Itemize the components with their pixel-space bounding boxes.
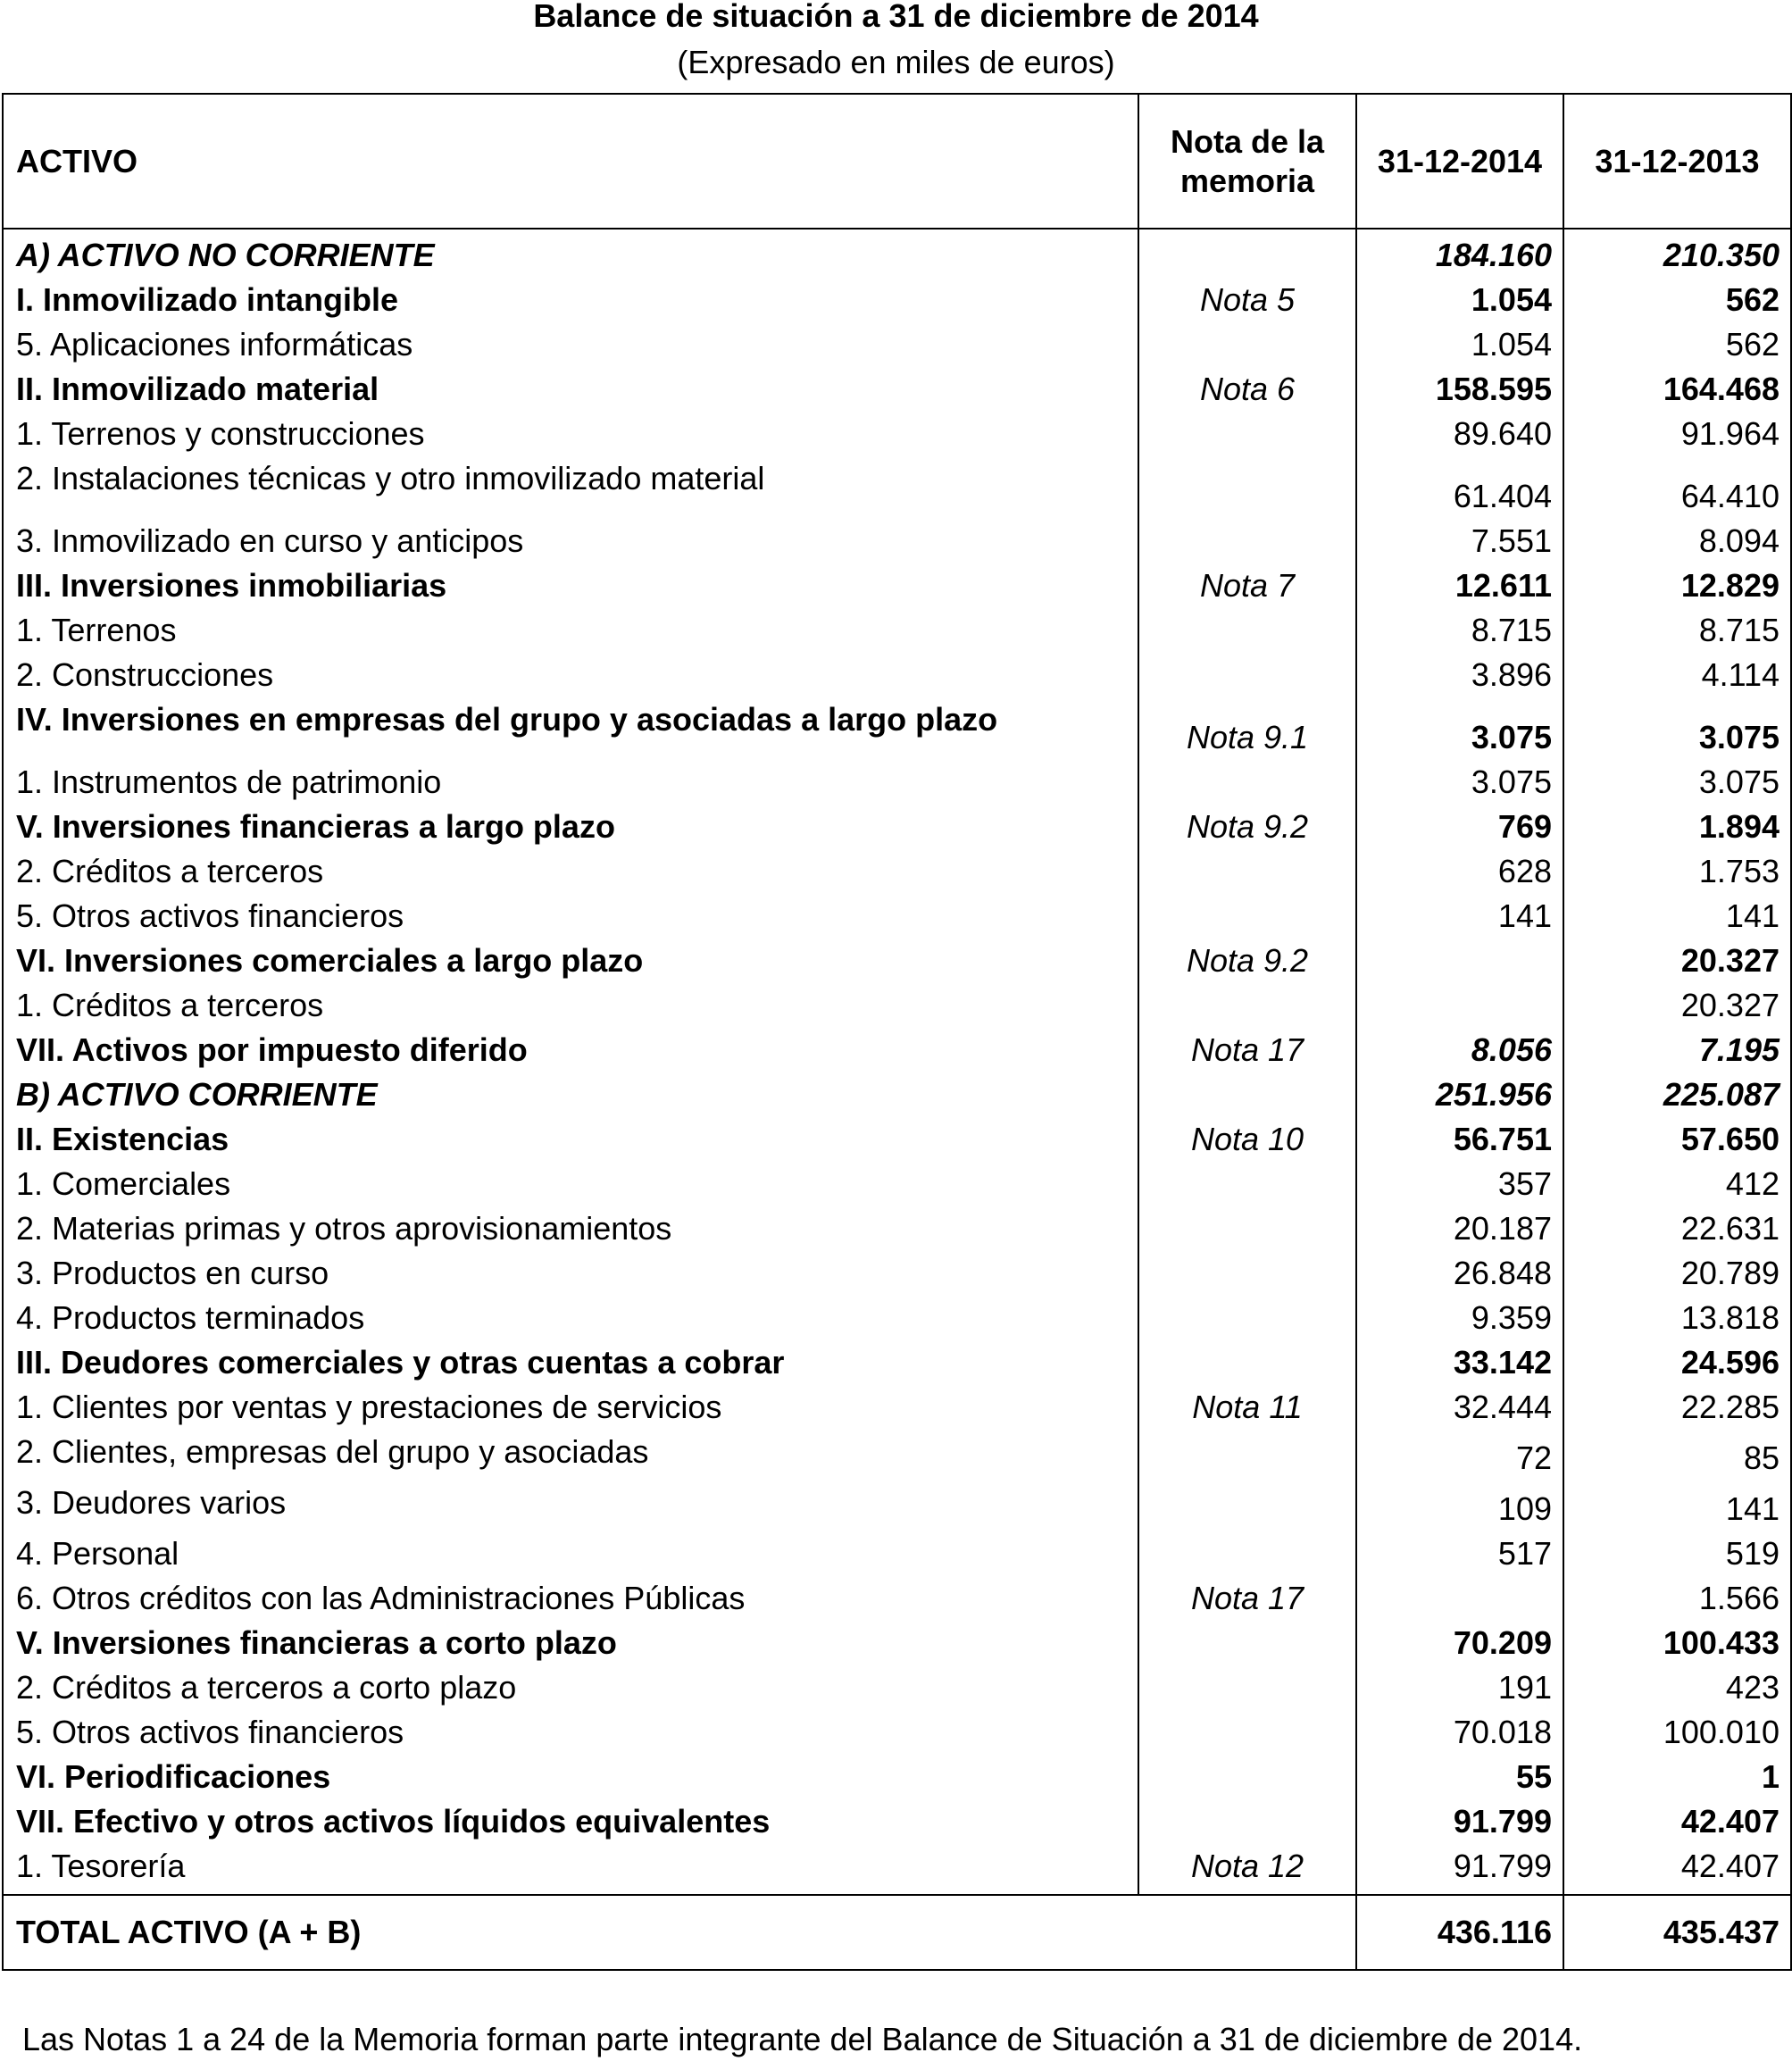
row-label: 1. Clientes por ventas y prestaciones de servicios	[3, 1385, 1138, 1430]
row-value-2013: 1.894	[1563, 805, 1791, 849]
row-value-2014: 1.054	[1356, 278, 1563, 322]
row-label: 6. Otros créditos con las Administraciones Públicas	[3, 1576, 1138, 1621]
row-label: 2. Créditos a terceros a corto plazo	[3, 1665, 1138, 1710]
row-value-2013: 7.195	[1563, 1028, 1791, 1072]
row-label: A) ACTIVO NO CORRIENTE	[3, 229, 1138, 278]
row-value-2014: 55	[1356, 1755, 1563, 1799]
row-note: Nota 9.2	[1138, 805, 1356, 849]
row-value-2014: 3.075	[1356, 697, 1563, 760]
row-note: Nota 17	[1138, 1028, 1356, 1072]
page-subtitle: (Expresado en miles de euros)	[677, 44, 1115, 80]
row-value-2013: 141	[1563, 1481, 1791, 1531]
row-value-2014: 1.054	[1356, 322, 1563, 367]
row-value-2013: 20.789	[1563, 1251, 1791, 1296]
row-note: Nota 5	[1138, 278, 1356, 322]
table-row	[3, 760, 1791, 805]
column-header-nota: Nota de la memoria	[1138, 94, 1356, 229]
row-value-2014	[1356, 1576, 1563, 1621]
row-value-2014: 32.444	[1356, 1385, 1563, 1430]
column-header-activo: ACTIVO	[3, 94, 1138, 229]
row-value-2014: 517	[1356, 1531, 1563, 1576]
row-value-2013: 562	[1563, 322, 1791, 367]
row-value-2013: 12.829	[1563, 563, 1791, 608]
table-row	[3, 983, 1791, 1028]
row-value-2013: 1.566	[1563, 1576, 1791, 1621]
row-value-2014: 56.751	[1356, 1117, 1563, 1162]
row-value-2014: 9.359	[1356, 1296, 1563, 1340]
row-label: 2. Construcciones	[3, 653, 1138, 697]
footnote: Las Notas 1 a 24 de la Memoria forman parte integrante del Balance de Situación a 31 de diciembre de 2014.	[22, 2021, 1583, 2057]
row-value-2013: 57.650	[1563, 1117, 1791, 1162]
table-row	[3, 1710, 1791, 1755]
row-value-2014	[1356, 939, 1563, 983]
row-value-2013: 562	[1563, 278, 1791, 322]
row-note	[1138, 456, 1356, 519]
row-label: VI. Inversiones comerciales a largo plazo	[3, 939, 1138, 983]
row-note	[1138, 229, 1356, 278]
row-value-2014: 91.799	[1356, 1799, 1563, 1844]
table-row	[3, 229, 1791, 278]
row-value-2013: 1	[1563, 1755, 1791, 1799]
row-value-2014: 8.056	[1356, 1028, 1563, 1072]
row-label: 1. Créditos a terceros	[3, 983, 1138, 1028]
table-row	[3, 1340, 1791, 1385]
table-row	[3, 563, 1791, 608]
row-value-2014: 33.142	[1356, 1340, 1563, 1385]
table-row	[3, 1117, 1791, 1162]
row-value-2014: 3.896	[1356, 653, 1563, 697]
row-label: 1. Terrenos y construcciones	[3, 412, 1138, 456]
row-note	[1138, 1531, 1356, 1576]
row-note: Nota 12	[1138, 1844, 1356, 1895]
row-value-2013: 519	[1563, 1531, 1791, 1576]
row-value-2014: 141	[1356, 894, 1563, 939]
table-row	[3, 608, 1791, 653]
row-note	[1138, 608, 1356, 653]
total-value-2013: 435.437	[1563, 1895, 1791, 1970]
row-value-2014: 91.799	[1356, 1844, 1563, 1895]
row-value-2013: 3.075	[1563, 760, 1791, 805]
table-row	[3, 1621, 1791, 1665]
table-row	[3, 1028, 1791, 1072]
row-note: Nota 9.2	[1138, 939, 1356, 983]
row-label: VII. Efectivo y otros activos líquidos equivalentes	[3, 1799, 1138, 1844]
row-value-2014: 158.595	[1356, 367, 1563, 412]
row-label: 3. Inmovilizado en curso y anticipos	[3, 519, 1138, 563]
table-row	[3, 1799, 1791, 1844]
row-value-2013: 85	[1563, 1430, 1791, 1481]
row-label: II. Inmovilizado material	[3, 367, 1138, 412]
row-label: 4. Productos terminados	[3, 1296, 1138, 1340]
row-value-2014: 184.160	[1356, 229, 1563, 278]
row-note	[1138, 322, 1356, 367]
row-label: V. Inversiones financieras a corto plazo	[3, 1621, 1138, 1665]
row-note	[1138, 1710, 1356, 1755]
row-value-2013: 24.596	[1563, 1340, 1791, 1385]
row-value-2014: 3.075	[1356, 760, 1563, 805]
table-row	[3, 697, 1791, 760]
table-row	[3, 849, 1791, 894]
row-value-2014: 70.018	[1356, 1710, 1563, 1755]
row-note	[1138, 849, 1356, 894]
column-header-2013: 31-12-2013	[1563, 94, 1791, 229]
row-value-2014: 61.404	[1356, 456, 1563, 519]
total-value-2014: 436.116	[1356, 1895, 1563, 1970]
row-label: 1. Terrenos	[3, 608, 1138, 653]
row-value-2014: 70.209	[1356, 1621, 1563, 1665]
row-value-2014: 89.640	[1356, 412, 1563, 456]
table-row	[3, 412, 1791, 456]
table-row	[3, 519, 1791, 563]
row-note: Nota 9.1	[1138, 697, 1356, 760]
row-value-2014: 628	[1356, 849, 1563, 894]
row-label: 3. Deudores varios	[3, 1481, 1138, 1531]
row-value-2013: 1.753	[1563, 849, 1791, 894]
row-value-2014: 109	[1356, 1481, 1563, 1531]
row-label: 4. Personal	[3, 1531, 1138, 1576]
page-title: Balance de situación a 31 de diciembre de 2014	[533, 0, 1259, 34]
row-note	[1138, 760, 1356, 805]
row-label: IV. Inversiones en empresas del grupo y asociadas a largo plazo	[3, 697, 1138, 760]
row-note	[1138, 1251, 1356, 1296]
row-note: Nota 17	[1138, 1576, 1356, 1621]
row-value-2013: 141	[1563, 894, 1791, 939]
row-value-2014: 26.848	[1356, 1251, 1563, 1296]
table-row	[3, 1531, 1791, 1576]
row-note: Nota 6	[1138, 367, 1356, 412]
row-label: 2. Materias primas y otros aprovisionamientos	[3, 1206, 1138, 1251]
row-label: B) ACTIVO CORRIENTE	[3, 1072, 1138, 1117]
row-label: 1. Tesorería	[3, 1844, 1138, 1895]
table-row	[3, 1665, 1791, 1710]
row-value-2013: 13.818	[1563, 1296, 1791, 1340]
row-label: VI. Periodificaciones	[3, 1755, 1138, 1799]
row-value-2013: 20.327	[1563, 983, 1791, 1028]
row-value-2014: 7.551	[1356, 519, 1563, 563]
row-value-2013: 100.010	[1563, 1710, 1791, 1755]
row-note: Nota 10	[1138, 1117, 1356, 1162]
row-value-2014: 12.611	[1356, 563, 1563, 608]
row-value-2013: 42.407	[1563, 1799, 1791, 1844]
row-label: V. Inversiones financieras a largo plazo	[3, 805, 1138, 849]
table-row	[3, 1430, 1791, 1481]
table-header-row	[3, 94, 1791, 229]
row-value-2014: 357	[1356, 1162, 1563, 1206]
row-value-2013: 210.350	[1563, 229, 1791, 278]
row-label: 3. Productos en curso	[3, 1251, 1138, 1296]
row-value-2013: 4.114	[1563, 653, 1791, 697]
row-note	[1138, 1621, 1356, 1665]
row-label: II. Existencias	[3, 1117, 1138, 1162]
row-label: 2. Instalaciones técnicas y otro inmovilizado material	[3, 456, 1138, 519]
row-note	[1138, 1665, 1356, 1710]
row-note	[1138, 1162, 1356, 1206]
row-label: III. Inversiones inmobiliarias	[3, 563, 1138, 608]
row-label: VII. Activos por impuesto diferido	[3, 1028, 1138, 1072]
table-row	[3, 1755, 1791, 1799]
row-note	[1138, 1296, 1356, 1340]
row-label: 5. Otros activos financieros	[3, 1710, 1138, 1755]
row-value-2013: 3.075	[1563, 697, 1791, 760]
row-label: I. Inmovilizado intangible	[3, 278, 1138, 322]
table-row	[3, 1576, 1791, 1621]
row-label: III. Deudores comerciales y otras cuentas a cobrar	[3, 1340, 1138, 1385]
row-value-2013: 164.468	[1563, 367, 1791, 412]
row-value-2013: 100.433	[1563, 1621, 1791, 1665]
row-note: Nota 7	[1138, 563, 1356, 608]
table-row	[3, 1481, 1791, 1531]
row-value-2013: 8.715	[1563, 608, 1791, 653]
total-label: TOTAL ACTIVO (A + B)	[3, 1895, 1356, 1970]
table-row	[3, 894, 1791, 939]
row-note	[1138, 1072, 1356, 1117]
table-row	[3, 1072, 1791, 1117]
table-row	[3, 1162, 1791, 1206]
table-row	[3, 805, 1791, 849]
row-note: Nota 11	[1138, 1385, 1356, 1430]
table-row	[3, 1385, 1791, 1430]
row-note	[1138, 653, 1356, 697]
row-label: 2. Clientes, empresas del grupo y asociadas	[3, 1430, 1138, 1481]
row-value-2014: 72	[1356, 1430, 1563, 1481]
column-header-2014: 31-12-2014	[1356, 94, 1563, 229]
row-value-2013: 42.407	[1563, 1844, 1791, 1895]
row-value-2013: 91.964	[1563, 412, 1791, 456]
row-label: 2. Créditos a terceros	[3, 849, 1138, 894]
row-value-2013: 412	[1563, 1162, 1791, 1206]
table-row	[3, 1844, 1791, 1895]
row-note	[1138, 1481, 1356, 1531]
row-note	[1138, 983, 1356, 1028]
row-note	[1138, 1755, 1356, 1799]
table-row	[3, 1206, 1791, 1251]
row-value-2013: 64.410	[1563, 456, 1791, 519]
table-row	[3, 1251, 1791, 1296]
row-note	[1138, 412, 1356, 456]
row-value-2014: 20.187	[1356, 1206, 1563, 1251]
row-note	[1138, 1799, 1356, 1844]
table-row	[3, 322, 1791, 367]
table-row	[3, 653, 1791, 697]
row-value-2013: 22.285	[1563, 1385, 1791, 1430]
row-note	[1138, 1430, 1356, 1481]
total-row	[3, 1895, 1791, 1970]
table-row	[3, 278, 1791, 322]
row-note	[1138, 1340, 1356, 1385]
table-row	[3, 939, 1791, 983]
row-value-2013: 225.087	[1563, 1072, 1791, 1117]
row-value-2014: 8.715	[1356, 608, 1563, 653]
table-row	[3, 1296, 1791, 1340]
row-value-2014: 769	[1356, 805, 1563, 849]
row-note	[1138, 894, 1356, 939]
row-note	[1138, 1206, 1356, 1251]
row-label: 5. Aplicaciones informáticas	[3, 322, 1138, 367]
table-row	[3, 456, 1791, 519]
row-value-2013: 423	[1563, 1665, 1791, 1710]
row-note	[1138, 519, 1356, 563]
row-label: 1. Instrumentos de patrimonio	[3, 760, 1138, 805]
row-label: 5. Otros activos financieros	[3, 894, 1138, 939]
balance-table	[2, 93, 1792, 1971]
row-value-2013: 20.327	[1563, 939, 1791, 983]
row-value-2013: 8.094	[1563, 519, 1791, 563]
row-value-2014	[1356, 983, 1563, 1028]
row-value-2013: 22.631	[1563, 1206, 1791, 1251]
table-row	[3, 367, 1791, 412]
row-value-2014: 251.956	[1356, 1072, 1563, 1117]
row-label: 1. Comerciales	[3, 1162, 1138, 1206]
row-value-2014: 191	[1356, 1665, 1563, 1710]
